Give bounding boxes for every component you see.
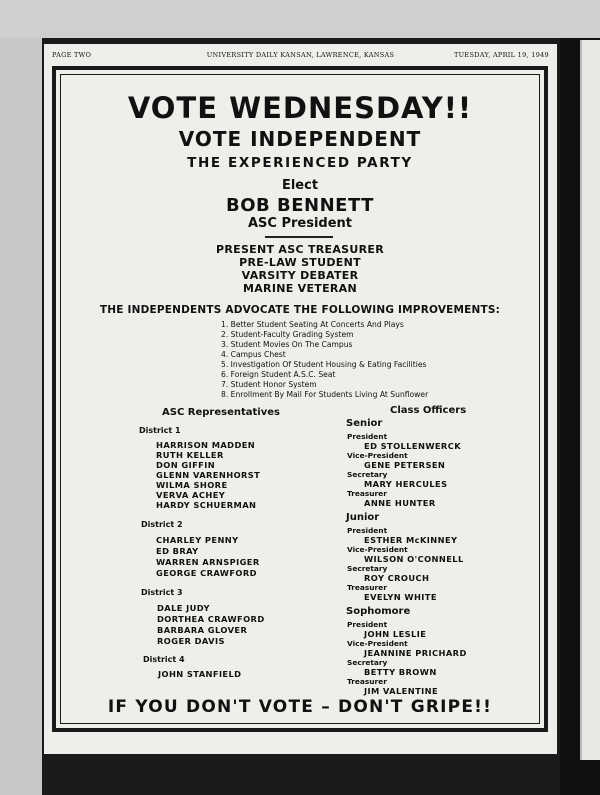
candidate-name: CHARLEY PENNY [156, 535, 239, 545]
candidate-name: WILMA SHORE [156, 480, 228, 490]
candidate-name: GLENN VARENHORST [156, 470, 261, 480]
officer-role: Treasurer [347, 583, 387, 592]
officer-name: JOHN LESLIE [364, 629, 427, 639]
advertisement-inner-frame [60, 74, 540, 724]
officer-role: Secretary [347, 470, 388, 479]
officer-role: President [347, 526, 388, 535]
district-label: District 4 [143, 655, 185, 664]
masthead [52, 51, 549, 63]
scan-background-top [0, 0, 600, 38]
representatives-heading: ASC Representatives [162, 407, 280, 418]
candidate-name: BOB BENNETT [226, 195, 374, 216]
officer-role: Treasurer [347, 489, 387, 498]
newspaper-name: UNIVERSITY DAILY KANSAN, LAWRENCE, KANSAS [206, 51, 395, 59]
officer-role: Treasurer [347, 677, 387, 686]
credential: VARSITY DEBATER [241, 269, 359, 282]
class-label: Junior [346, 512, 380, 523]
candidate-name: VERVA ACHEY [156, 490, 226, 500]
divider-rule [265, 236, 333, 238]
issue-date: TUESDAY, APRIL 19, 1949 [454, 51, 549, 59]
plank-item: 5. Investigation Of Student Housing & Eating Facilities [221, 360, 427, 369]
scan-background-left [0, 38, 42, 795]
plank-item: 2. Student-Faculty Grading System [221, 330, 354, 339]
candidate-name: BARBARA GLOVER [157, 625, 248, 635]
advocate-heading: THE INDEPENDENTS ADVOCATE THE FOLLOWING IMPROVEMENTS: [99, 304, 501, 316]
elect-label: Elect [281, 178, 319, 193]
party-name: THE EXPERIENCED PARTY [187, 155, 413, 171]
headline: VOTE WEDNESDAY!! [127, 91, 473, 125]
credential: PRESENT ASC TREASURER [216, 243, 384, 256]
officer-name: ED STOLLENWERCK [364, 441, 462, 451]
district-label: District 2 [141, 520, 183, 529]
candidate-name: HARDY SCHUERMAN [156, 500, 257, 510]
plank-item: 6. Foreign Student A.S.C. Seat [221, 370, 336, 379]
officer-name: EVELYN WHITE [364, 592, 437, 602]
plank-item: 8. Enrollment By Mail For Students Living At Sunflower [221, 390, 429, 399]
candidate-office: ASC President [247, 216, 353, 231]
candidate-name: JOHN STANFIELD [158, 669, 242, 679]
candidate-name: DALE JUDY [157, 603, 210, 613]
candidate-name: DORTHEA CRAWFORD [157, 614, 265, 624]
officer-name: BETTY BROWN [364, 667, 437, 677]
class-officers-heading: Class Officers [390, 405, 467, 416]
candidate-name: RUTH KELLER [156, 450, 224, 460]
plank-item: 4. Campus Chest [221, 350, 286, 359]
candidate-name: DON GIFFIN [156, 460, 216, 470]
newspaper-page [44, 44, 557, 754]
officer-role: President [347, 620, 388, 629]
class-label: Senior [346, 418, 383, 429]
candidate-name: WARREN ARNSPIGER [156, 557, 260, 567]
subheadline: VOTE INDEPENDENT [178, 127, 422, 151]
candidate-name: ROGER DAVIS [157, 636, 225, 646]
officer-role: Vice-President [347, 545, 408, 554]
advertisement-frame [52, 66, 548, 732]
officer-name: ANNE HUNTER [364, 498, 436, 508]
officer-name: JEANNINE PRICHARD [364, 648, 467, 658]
credential: MARINE VETERAN [242, 282, 357, 295]
officer-name: GENE PETERSEN [364, 460, 446, 470]
plank-item: 7. Student Honor System [221, 380, 317, 389]
credential: PRE-LAW STUDENT [239, 256, 361, 269]
officer-role: Secretary [347, 564, 388, 573]
officer-name: ROY CROUCH [364, 573, 430, 583]
district-label: District 3 [141, 588, 183, 597]
officer-role: Secretary [347, 658, 388, 667]
officer-name: MARY HERCULES [364, 479, 448, 489]
officer-role: Vice-President [347, 451, 408, 460]
footer-slogan: IF YOU DON'T VOTE – DON'T GRIPE!! [107, 697, 493, 717]
officer-name: JIM VALENTINE [364, 686, 439, 696]
class-label: Sophomore [346, 606, 411, 617]
candidate-name: ED BRAY [156, 546, 199, 556]
plank-item: 1. Better Student Seating At Concerts And Plays [221, 320, 404, 329]
page-number: PAGE TWO [52, 51, 92, 59]
adjacent-page-edge [580, 40, 600, 760]
plank-item: 3. Student Movies On The Campus [221, 340, 353, 349]
district-label: District 1 [139, 426, 181, 435]
officer-role: Vice-President [347, 639, 408, 648]
candidate-name: GEORGE CRAWFORD [156, 568, 257, 578]
officer-name: ESTHER McKINNEY [364, 535, 458, 545]
candidate-name: HARRISON MADDEN [156, 440, 256, 450]
officer-role: President [347, 432, 388, 441]
officer-name: WILSON O'CONNELL [364, 554, 464, 564]
